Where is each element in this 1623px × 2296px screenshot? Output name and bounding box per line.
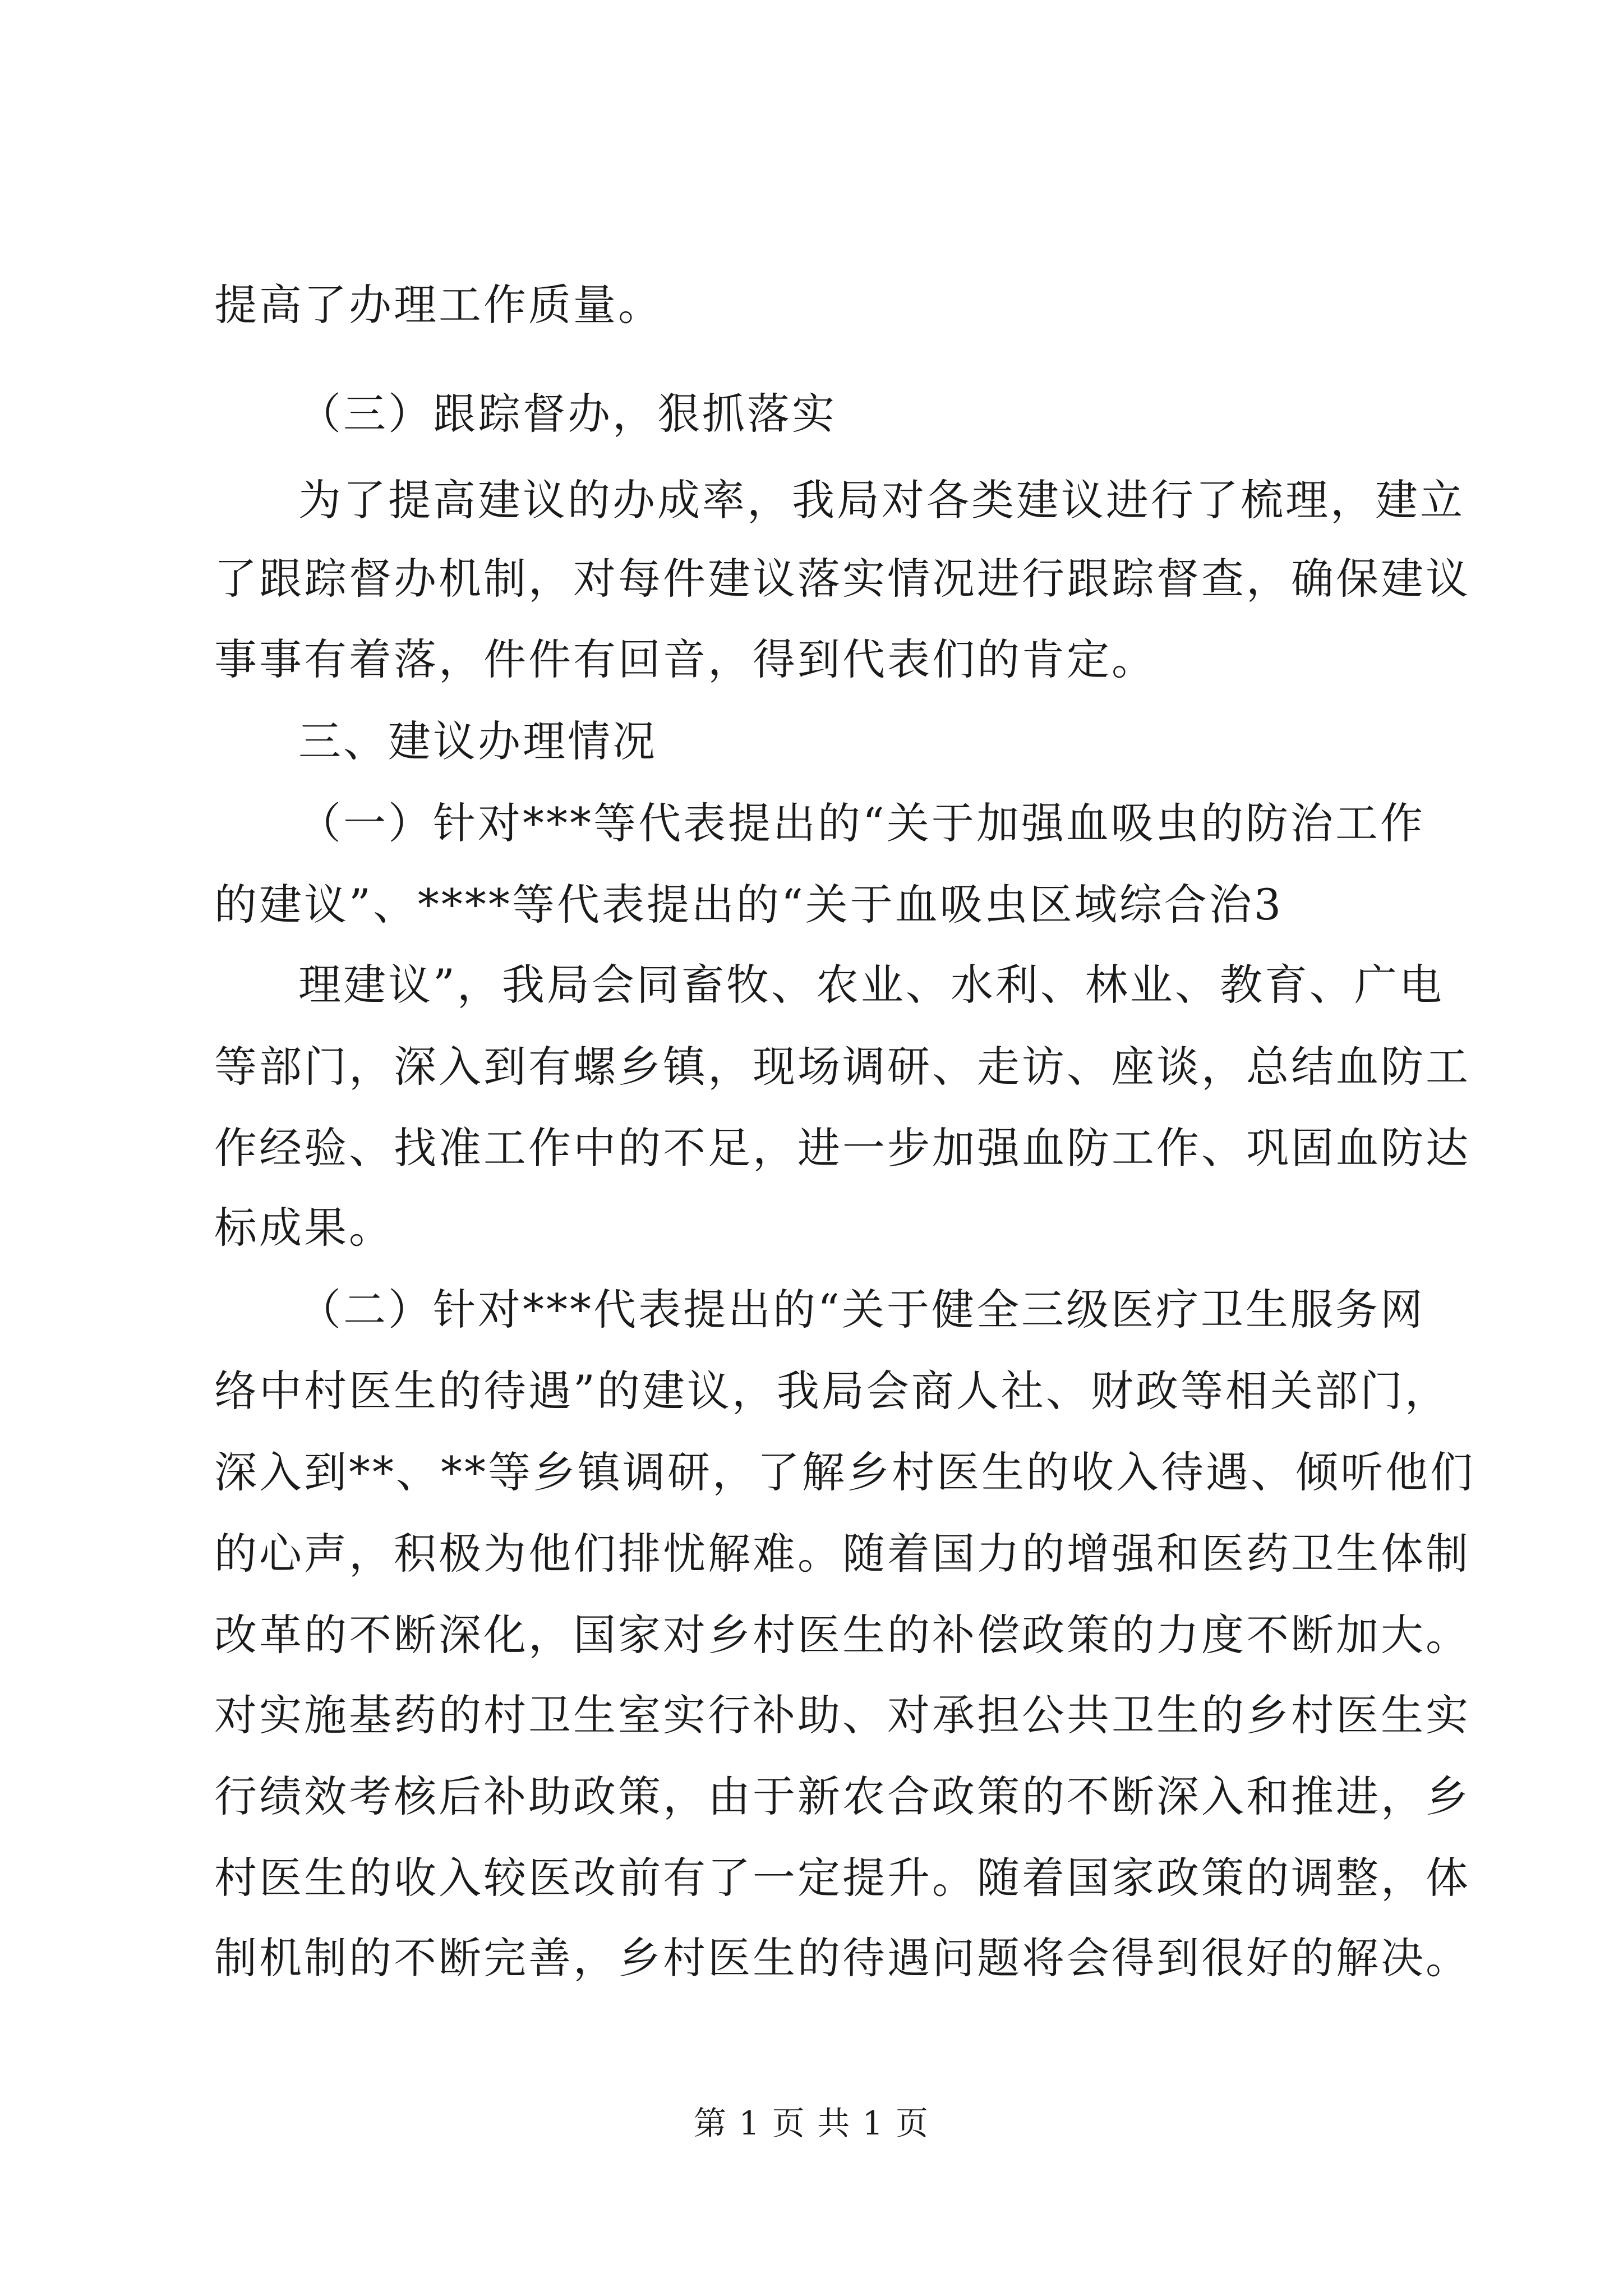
paragraph-line: 标成果。 — [214, 1203, 394, 1253]
paragraph-line: 的建议”、****等代表提出的“关于血吸虫区域综合治3 — [214, 880, 1284, 930]
page-number-footer: 第 1 页 共 1 页 — [694, 2104, 929, 2142]
paragraph-line: 理建议”，我局会同畜牧、农业、水利、林业、教育、广电 — [298, 960, 1444, 1010]
paragraph-line: 制机制的不断完善，乡村医生的待遇问题将会得到很好的解决。 — [214, 1933, 1470, 1983]
paragraph-line: 深入到**、**等乡镇调研，了解乡村医生的收入待遇、倾听他们 — [214, 1447, 1475, 1497]
paragraph-line: 村医生的收入较医改前有了一定提升。随着国家政策的调整，体 — [214, 1853, 1470, 1903]
paragraph-line: 为了提高建议的办成率，我局对各类建议进行了梳理，建立 — [298, 475, 1465, 525]
paragraph-line: 作经验、找准工作中的不足，进一步加强血防工作、巩固血防达 — [214, 1123, 1470, 1173]
paragraph-line: 了跟踪督办机制，对每件建议落实情况进行跟踪督查，确保建议 — [214, 554, 1470, 604]
paragraph-line: （二）针对***代表提出的“关于健全三级医疗卫生服务网 — [298, 1285, 1425, 1335]
paragraph-line: 事事有着落，件件有回音，得到代表们的肯定。 — [214, 634, 1156, 684]
paragraph-line: 行绩效考核后补助政策，由于新农合政策的不断深入和推进，乡 — [214, 1772, 1470, 1821]
section-heading: 三、建议办理情况 — [298, 716, 657, 766]
section-heading: （三）跟踪督办，狠抓落实 — [298, 389, 837, 439]
paragraph-line: 络中村医生的待遇”的建议，我局会商人社、财政等相关部门， — [214, 1366, 1450, 1416]
paragraph-line: 提高了办理工作质量。 — [214, 280, 663, 330]
paragraph-line: （一）针对***等代表提出的“关于加强血吸虫的防治工作 — [298, 798, 1425, 848]
paragraph-line: 对实施基药的村卫生室实行补助、对承担公共卫生的乡村医生实 — [214, 1690, 1470, 1740]
paragraph-line: 改革的不断深化，国家对乡村医生的补偿政策的力度不断加大。 — [214, 1610, 1470, 1660]
paragraph-line: 等部门，深入到有螺乡镇，现场调研、走访、座谈，总结血防工 — [214, 1042, 1470, 1092]
paragraph-line: 的心声，积极为他们排忧解难。随着国力的增强和医药卫生体制 — [214, 1529, 1470, 1579]
